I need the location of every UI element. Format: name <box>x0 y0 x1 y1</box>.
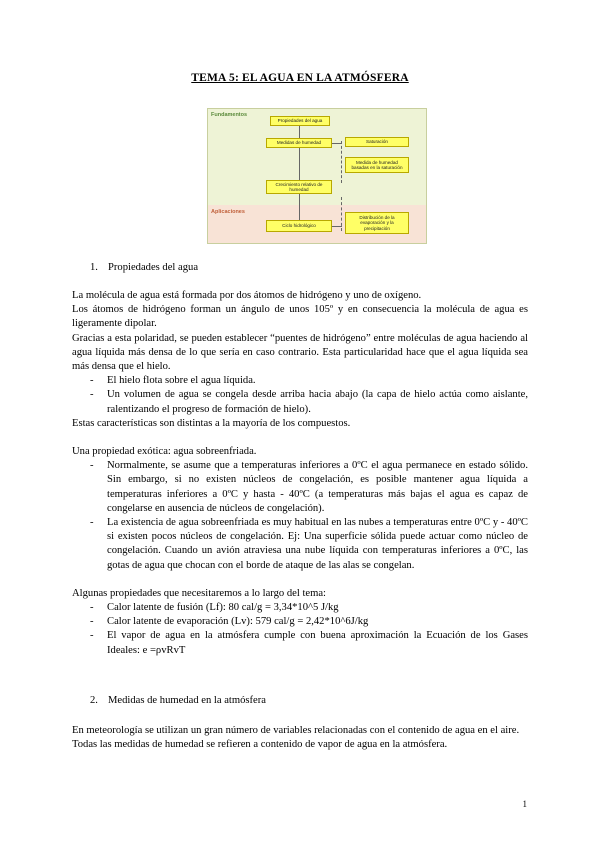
bullet-list <box>72 459 528 573</box>
fundamentos-label: Fundamentos <box>211 112 248 118</box>
paragraph: Algunas propiedades que necesitaremos a lo largo del tema: <box>72 587 326 599</box>
section-1-body <box>72 289 528 658</box>
aplicaciones-label: Aplicaciones <box>211 209 245 215</box>
box-propiedades: Propiedades del agua <box>270 116 330 126</box>
list-item: - El vapor de agua en la atmósfera cumple con buena aproximación la Ecuación de los Gases Ideales: e =ρvRvT <box>72 629 528 657</box>
box-distribucion: Distribución de la evaporación y la precipitación <box>345 212 409 234</box>
bullet-list <box>72 374 528 417</box>
list-item: - Calor latente de evaporación (Lv): 579 cal/g = 2,42*10^6J/kg <box>72 615 528 629</box>
paragraph: La molécula de agua está formada por dos átomos de hidrógeno y uno de oxígeno. <box>72 290 422 301</box>
connector-line <box>299 126 300 138</box>
page-title: TEMA 5: EL AGUA EN LA ATMÓSFERA <box>191 72 409 84</box>
box-medidas: Medidas de humedad <box>266 138 332 148</box>
section-1-number: 1. <box>90 262 98 273</box>
section-2-body <box>72 724 528 752</box>
section-2-heading <box>90 695 266 706</box>
bullet-list <box>72 601 528 658</box>
box-ciclo-hidrologico: Ciclo hidrológico <box>266 220 332 232</box>
connector-dashed <box>341 141 342 183</box>
concept-diagram <box>207 108 427 244</box>
list-item: - La existencia de agua sobreenfriada es muy habitual en las nubes a temperaturas entre 0ºC y - 40ºC si existen pocos núcleos de congelación. Ej: Una superficie sólida puede actuar como núcleo de congelación. Cuando un avión atraviesa una nube líquida con temperaturas inferiores a 0ºC, las gotas de agua que chocan con el borde de ataque de las alas se congelan. <box>72 516 528 573</box>
list-item: - El hielo flota sobre el agua líquida. <box>72 374 528 388</box>
list-item: - Calor latente de fusión (Lf): 80 cal/g = 3,34*10^5 J/kg <box>72 601 528 615</box>
connector-line <box>299 194 300 220</box>
list-item: - Un volumen de agua se congela desde arriba hacia abajo (la capa de hielo actúa como aislante, ralentizando el progreso de formación de hielo). <box>72 388 528 416</box>
paragraph: Estas características son distintas a la mayoría de los compuestos. <box>72 417 351 429</box>
paragraph: Una propiedad exótica: agua sobreenfriada. <box>72 446 257 458</box>
connector-line <box>332 226 342 227</box>
paragraph: Gracias a esta polaridad, se pueden establecer “puentes de hidrógeno” entre moléculas de agua haciendo al agua líquida más densa de lo que sería en caso contrario. Esta particularidad hace que el agua líquida sea más densa que el hielo. <box>72 332 528 373</box>
box-saturacion: Saturación <box>345 137 409 147</box>
list-item: - Normalmente, se asume que a temperaturas inferiores a 0ºC el agua permanece en estado sólido. Sin embargo, si no existen núcleos de congelación, es posible mantener agua líquida a temperaturas inferiores a 0ºC y hasta - 40ºC (a temperaturas más bajas el agua es capaz de congelarse en ausencia de núcleos de congelación). <box>72 459 528 516</box>
paragraph: Los átomos de hidrógeno forman un ángulo de unos 105º y en consecuencia la molécula de agua es ligeramente dipolar. <box>72 304 528 330</box>
paragraph: En meteorología se utilizan un gran número de variables relacionadas con el contenido de agua en el aire. <box>72 725 520 736</box>
section-1-title: Propiedades del agua <box>108 262 199 273</box>
box-crecimiento: Crecimiento relativo de humedad <box>266 180 332 194</box>
box-medidas-saturacion: Medida de humedad basadas en la saturación <box>345 157 409 173</box>
page-number: 1 <box>522 799 527 809</box>
paragraph: Todas las medidas de humedad se refieren a contenido de vapor de agua en la atmósfera. <box>72 739 448 751</box>
connector-line <box>299 148 300 180</box>
section-2-title: Medidas de humedad en la atmósfera <box>108 695 266 706</box>
section-1-heading <box>90 262 198 273</box>
section-2-number: 2. <box>90 695 98 706</box>
